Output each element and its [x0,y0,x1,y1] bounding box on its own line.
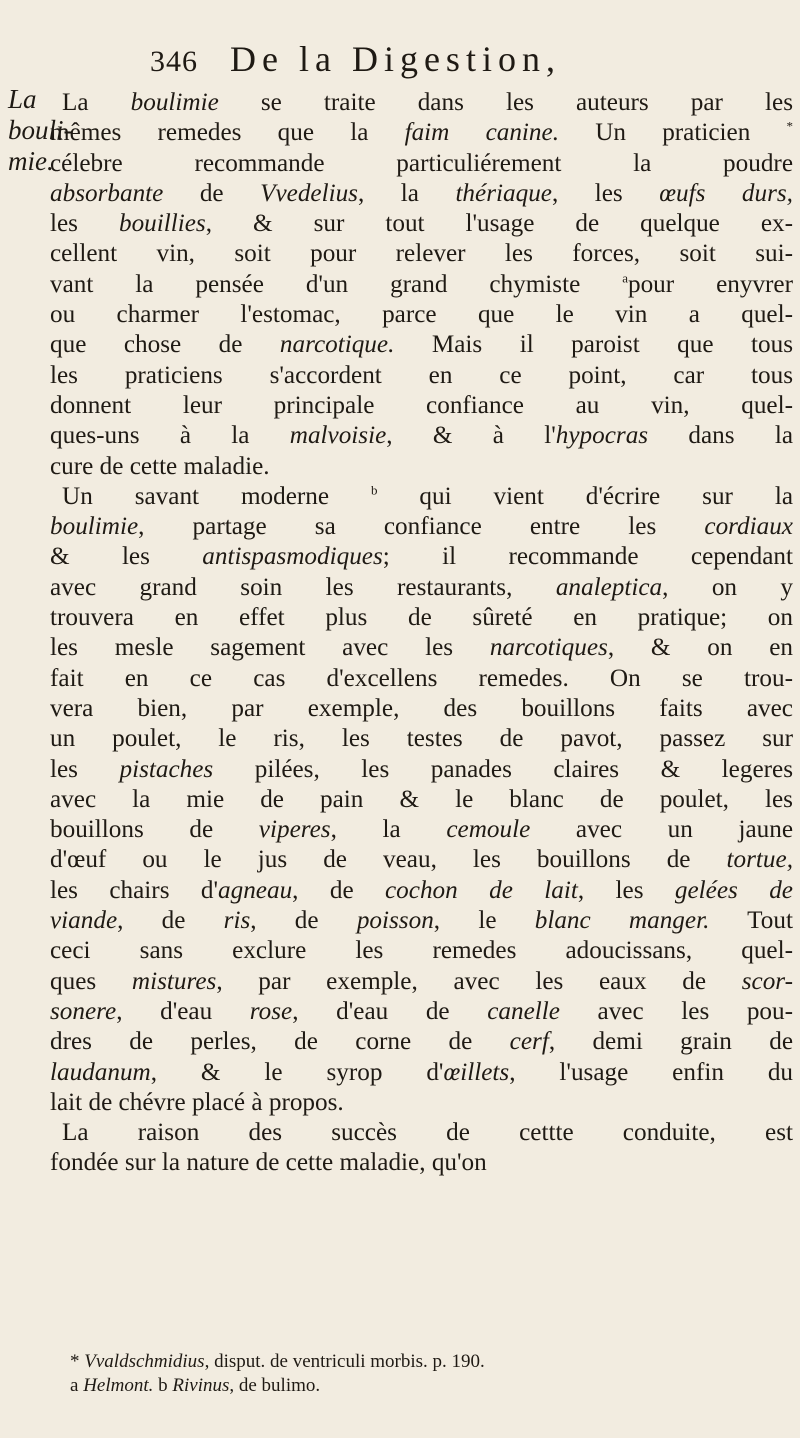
text-segment: les chairs d' [50,876,219,904]
text-segment: La [62,89,131,116]
text-segment: d'œuf ou le jus de veau, les bouillons de [50,846,727,874]
text-segment: célebre recommande particuliérement la poudre [50,149,793,177]
text-segment: , de [292,876,385,904]
text-line [50,1118,793,1148]
italic-text: agneau [218,876,293,904]
italic-text: cemoule [446,816,531,844]
italic-text: poisson [356,907,434,935]
italic-text: blanc manger. [534,907,710,935]
text-line [50,967,793,997]
text-segment: , on y [662,573,793,601]
italic-text: cerf [509,1028,549,1056]
text-line [50,482,793,512]
text-segment: , les [551,179,660,207]
text-segment: cellent vin, soit pour relever les forces, soit sui- [50,240,793,268]
text-line [50,361,793,391]
text-segment: Mais il paroist que tous [394,331,793,359]
italic-text: Rivinus [172,1375,230,1396]
margin-note-line: mie. [8,146,54,176]
text-segment: les [50,210,119,238]
text-segment: trouvera en effet plus de sûreté en pratique; on [50,604,793,632]
text-line [50,785,793,815]
italic-text: bouillies [118,210,206,238]
italic-text: boulimie [130,89,219,116]
italic-text: rose [249,997,293,1025]
italic-text: scor- [741,967,793,995]
text-line [50,512,793,542]
body-text [50,88,793,1179]
text-segment: ceci sans exclure les remedes adoucissans, quel- [50,937,793,965]
italic-text: Vvaldschmidius [84,1351,205,1372]
footnote-line [70,1350,790,1374]
italic-text: laudanum [50,1058,151,1086]
text-segment: avec les pou- [559,997,794,1025]
text-line [50,755,793,785]
margin-note-line: bouli- [8,115,73,145]
text-segment: Tout [709,907,793,935]
text-line [50,694,793,724]
text-line [50,239,793,269]
text-line [50,573,793,603]
text-line [50,633,793,663]
text-segment: les praticiens s'accordent en ce point, car tous [50,361,793,389]
text-segment: de [163,179,261,207]
text-segment: se traite dans les auteurs par les [218,89,793,116]
text-segment: dans la [648,422,793,450]
italic-text: narcotiques [489,634,608,662]
margin-note-line: La [8,84,37,114]
text-segment: lait de chévre placé à propos. [50,1088,344,1116]
text-segment: , le [433,907,535,935]
text-line [50,936,793,966]
text-segment: , partage sa confiance entre les [138,513,705,541]
italic-text: absorbante [50,179,164,207]
text-segment: , & le syrop d' [150,1058,444,1086]
italic-text: Helmont. [83,1375,154,1396]
italic-text: gelées de [674,876,793,904]
text-segment: ques [50,967,132,995]
text-segment: , de bulimo. [229,1375,321,1396]
page-number: 346 [150,45,198,78]
text-segment: Un savant moderne [62,482,371,510]
text-segment: pilées, les panades claires & legeres [213,755,793,783]
text-line [50,1148,793,1178]
text-segment: vera bien, par exemple, des bouillons faits avec [50,694,793,722]
italic-text: Vvedelius [260,179,358,207]
text-segment: vant la pensée d'un grand chymiste [50,270,623,298]
text-line [50,906,793,936]
italic-text: narcotique. [279,331,395,359]
text-line [50,452,793,482]
italic-text: hypocras [555,422,649,450]
text-segment: cure de cette maladie. [50,452,270,480]
italic-text: sonere [50,997,117,1025]
text-segment: , de [117,907,224,935]
italic-text: canelle [487,997,560,1025]
text-segment: , & à l' [386,422,556,450]
text-segment: qui vient d'écrire sur la [377,482,794,510]
text-line [50,724,793,754]
text-segment: avec la mie de pain & le blanc de poulet, les [50,785,793,813]
text-segment: que chose de [50,331,280,359]
footnotes [70,1350,790,1398]
text-line [50,88,793,118]
text-segment: , l'usage enfin du [509,1058,794,1086]
text-segment: fondée sur la nature de cette maladie, qu'on [50,1149,487,1177]
text-segment: Un praticien [559,119,787,147]
italic-text: thériaque [455,179,552,207]
text-line [50,603,793,633]
text-line [50,845,793,875]
text-segment: bouillons de [50,816,259,844]
text-line [50,815,793,845]
text-segment: ques-uns à la [50,422,290,450]
text-line [50,391,793,421]
text-line [50,876,793,906]
italic-text: cochon de lait [385,876,578,904]
text-segment: pour enyvrer [627,270,793,298]
running-title: De la Digestion, [230,39,561,79]
italic-text: viperes [258,816,331,844]
text-line [50,149,793,179]
footnote-marker: b [371,482,378,498]
text-segment: , demi grain de [548,1028,794,1056]
italic-text: analeptica [555,573,663,601]
text-segment: les [50,755,120,783]
text-segment: , par exemple, avec les eaux de [216,967,742,995]
footnote-marker: a [622,270,628,286]
text-segment: fait en ce cas d'excellens remedes. On se trou- [50,664,793,692]
text-segment: mêmes remedes que la [50,119,405,147]
text-line [50,997,793,1027]
italic-text: viande [50,907,118,935]
text-segment: donnent leur principale confiance au vin, quel- [50,391,793,419]
text-segment: La raison des succès de cettte conduite, est [62,1119,793,1147]
text-segment: avec grand soin les restaurants, [50,573,556,601]
text-segment: , & on en [607,634,793,662]
italic-text: malvoisie [289,422,387,450]
text-segment: un poulet, le ris, les testes de pavot, passez sur [50,725,793,753]
text-line [50,664,793,694]
text-segment: ; il recommande cependant [382,543,793,571]
text-segment: , les [577,876,675,904]
text-line [50,270,793,300]
text-segment: , d'eau [116,997,250,1025]
text-segment: , disput. de ventriculi morbis. p. 190. [204,1351,485,1372]
italic-text: ris [223,907,251,935]
footnote-marker: * [786,118,793,134]
text-line [50,1027,793,1057]
text-line [50,300,793,330]
italic-text: œillets [443,1058,510,1086]
italic-text: antispasmodiques [202,543,383,571]
text-segment: , la [358,179,456,207]
text-segment: & les [50,543,203,571]
text-line [50,330,793,360]
text-line [50,1058,793,1088]
text-line [50,209,793,239]
text-line [50,118,793,148]
italic-text: cordiaux [704,513,793,541]
text-segment: , & sur tout l'usage de quelque ex- [205,210,794,238]
italic-text: pistaches [119,755,214,783]
text-segment: les mesle sagement avec les [50,634,490,662]
italic-text: tortue, [726,846,793,874]
text-line [50,1088,793,1118]
italic-text: boulimie [50,513,139,541]
italic-text: œufs durs, [659,179,793,207]
text-segment: b [153,1375,173,1396]
footnote-line [70,1374,790,1398]
text-segment: avec un jaune [530,816,793,844]
text-segment: , la [330,816,447,844]
text-segment: * [70,1351,85,1372]
text-line [50,542,793,572]
text-segment: ou charmer l'estomac, parce que le vin a quel- [50,301,793,329]
text-line [50,179,793,209]
italic-text: faim canine. [404,119,560,147]
text-line [50,421,793,451]
text-segment: dres de perles, de corne de [50,1028,510,1056]
text-segment: a [70,1375,84,1396]
italic-text: mistures [131,967,217,995]
running-header [150,38,750,88]
text-segment: , de [250,907,357,935]
text-segment: , d'eau de [292,997,488,1025]
